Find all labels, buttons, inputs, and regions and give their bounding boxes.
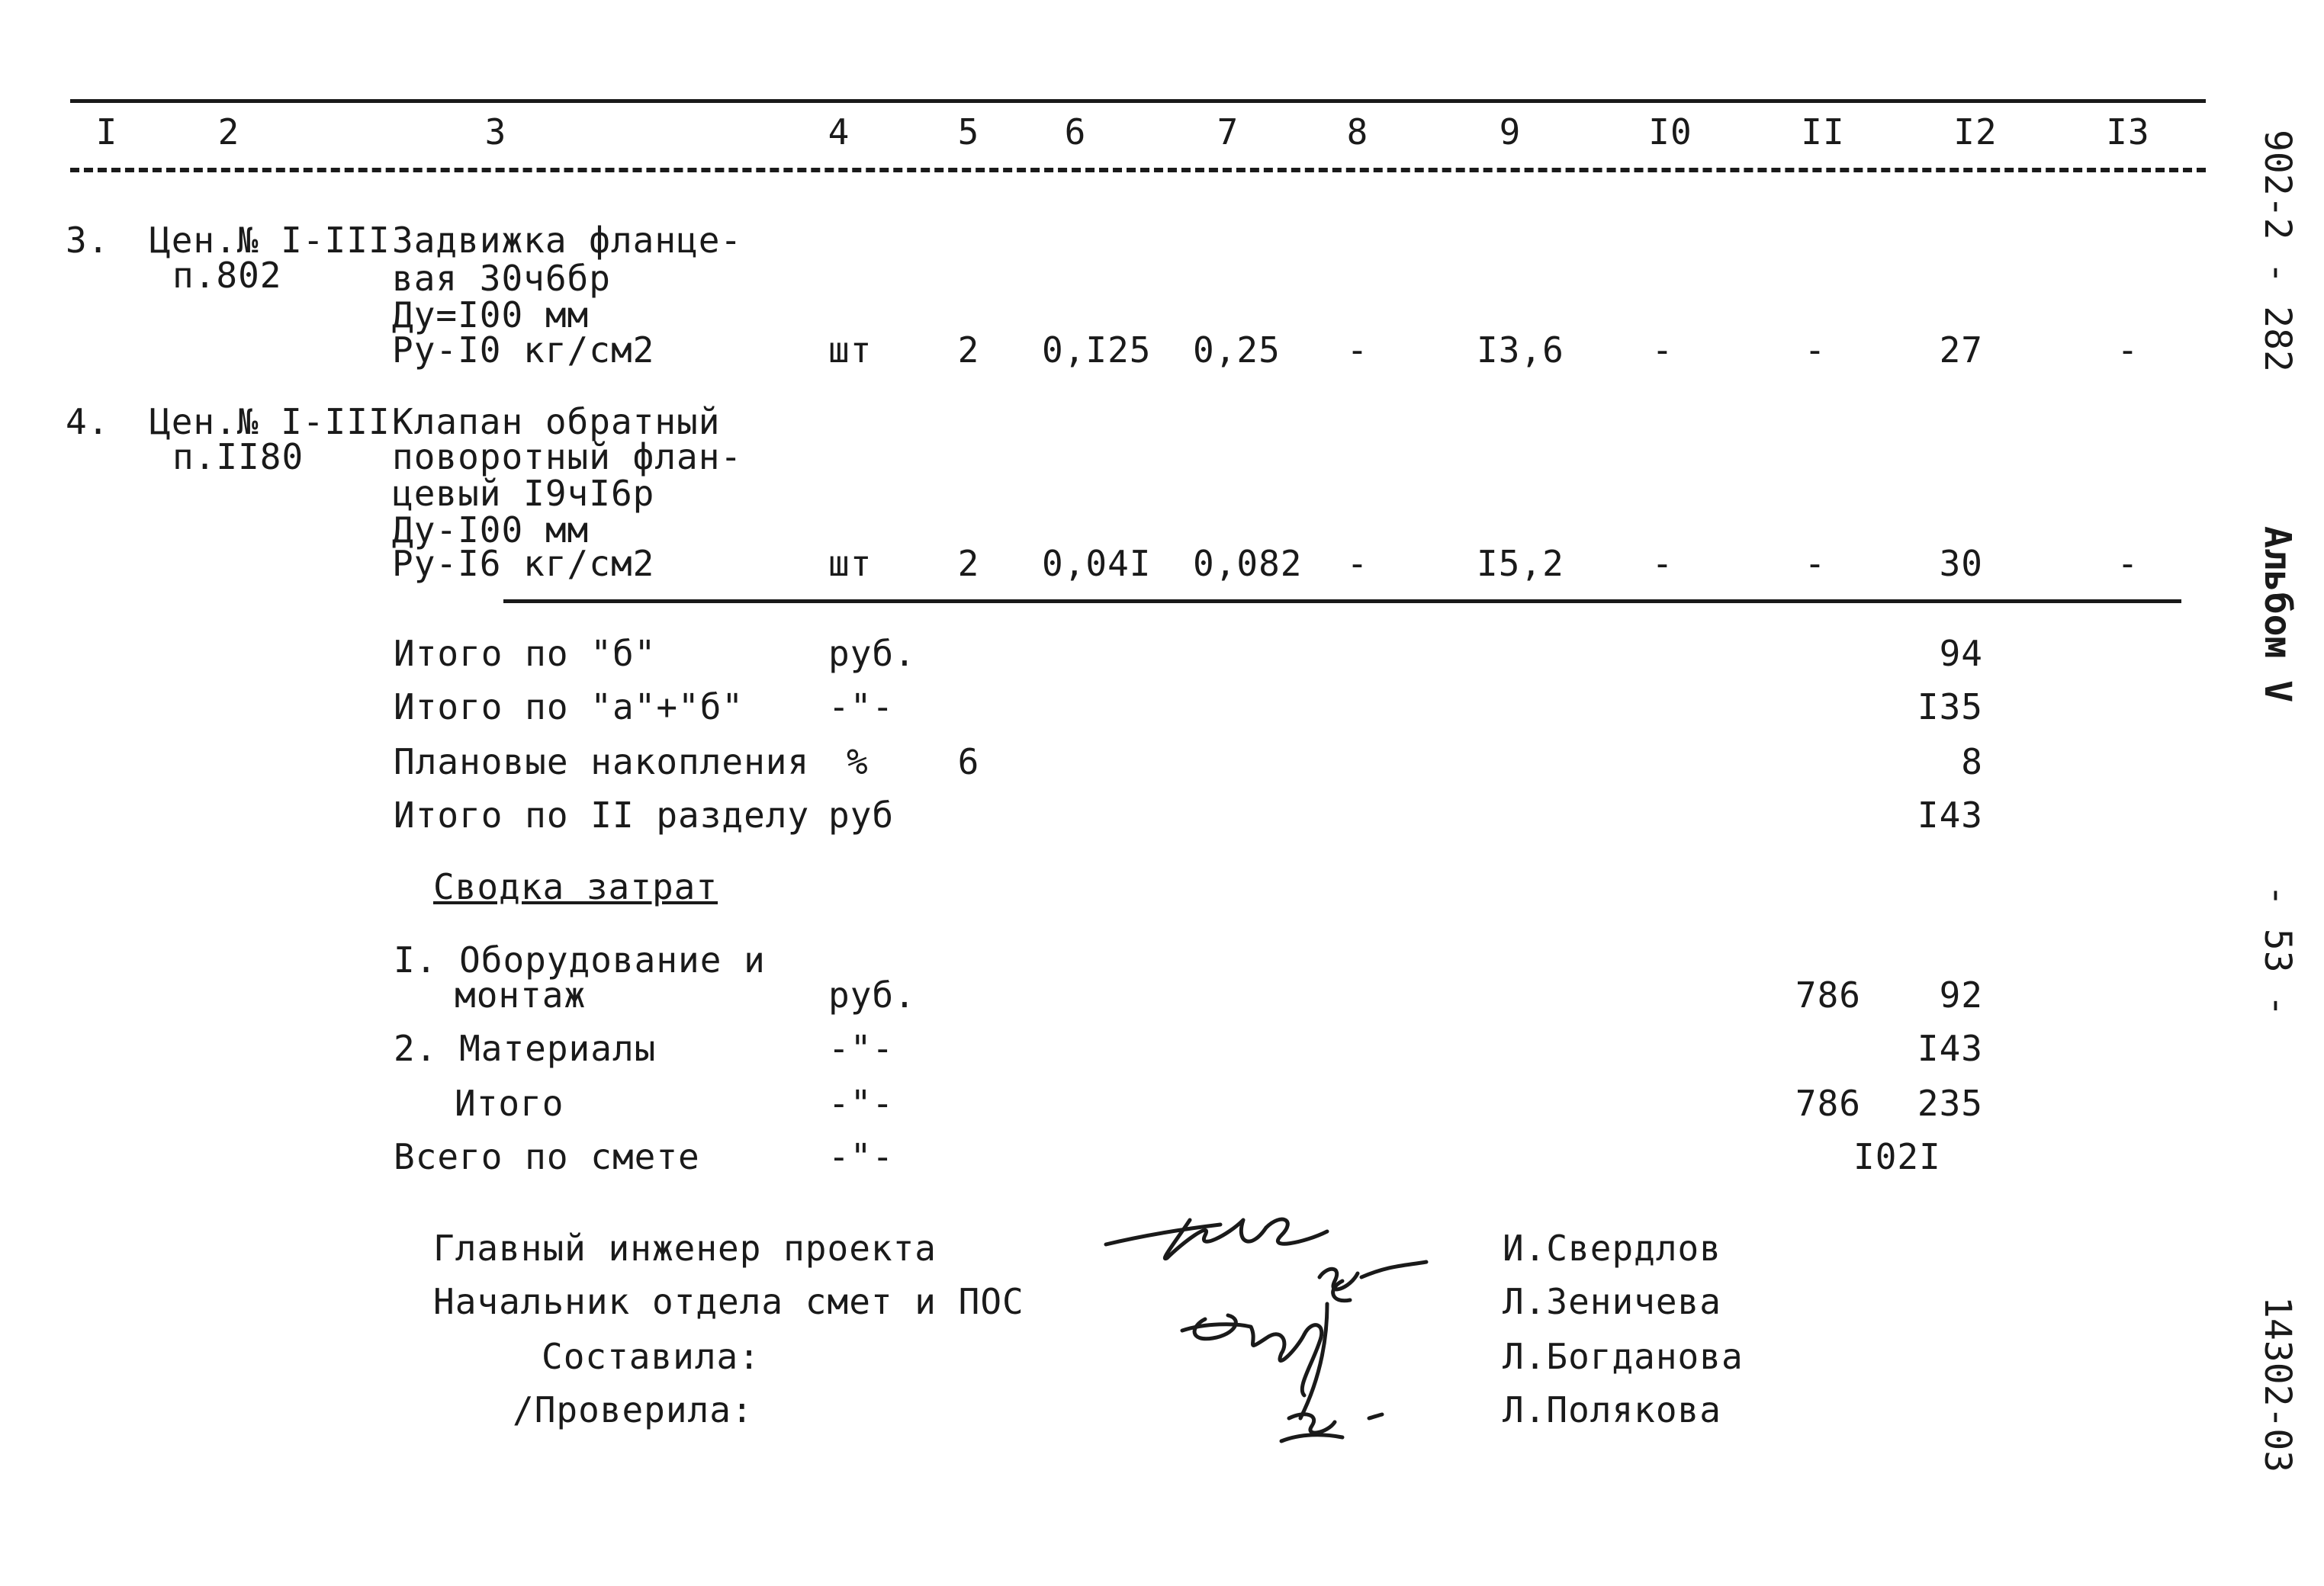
item-qty: 2 bbox=[957, 543, 980, 584]
side-page-number: - 53 - bbox=[2256, 884, 2299, 1017]
item-unit: шт bbox=[828, 543, 873, 584]
item-name-line1: Задвижка фланце- bbox=[392, 220, 743, 261]
item-col11: - bbox=[1804, 329, 1827, 371]
item-col13: - bbox=[2117, 329, 2139, 371]
item-name-line2: поворотный флан- bbox=[392, 436, 743, 477]
summary-row-unit: руб. bbox=[828, 974, 916, 1016]
signature-name: И.Свердлов bbox=[1503, 1228, 1721, 1269]
signature-role: Составила: bbox=[542, 1336, 760, 1377]
grand-total-label: Всего по смете bbox=[394, 1136, 700, 1177]
item-name-line4: Ду-I00 мм bbox=[392, 509, 590, 551]
item-ref-line1: Цен.№ I-III bbox=[149, 401, 391, 442]
total-unit: % bbox=[847, 741, 869, 782]
total-unit: руб. bbox=[828, 633, 916, 674]
item-col8: - bbox=[1346, 543, 1369, 584]
total-unit: -"- bbox=[828, 686, 895, 727]
item-name-line3: цевый I9чI6р bbox=[392, 473, 655, 514]
grand-total-unit: -"- bbox=[828, 1136, 895, 1177]
item-col7: 0,082 bbox=[1193, 543, 1303, 584]
header-dashed-rule bbox=[70, 168, 2206, 172]
item-ref-line2: п.II80 bbox=[172, 436, 304, 477]
item-number: 3. bbox=[66, 220, 110, 261]
summary-row-label: I. Оборудование и bbox=[394, 939, 766, 981]
item-col12: 27 bbox=[1939, 329, 1983, 371]
column-header-12: I2 bbox=[1953, 111, 1998, 152]
section-rule bbox=[503, 599, 2181, 603]
summary-row-col12: 235 bbox=[1917, 1083, 1983, 1124]
item-col9: I3,6 bbox=[1477, 329, 1564, 371]
top-rule bbox=[70, 99, 2206, 103]
item-col10: - bbox=[1651, 329, 1674, 371]
item-col6: 0,I25 bbox=[1042, 329, 1152, 371]
total-label: Итого по II разделу bbox=[394, 795, 810, 836]
summary-row-col12: 92 bbox=[1939, 974, 1983, 1016]
item-col11: - bbox=[1804, 543, 1827, 584]
item-qty: 2 bbox=[957, 329, 980, 371]
summary-row-label: 2. Материалы bbox=[394, 1028, 657, 1069]
summary-row-label: Итого bbox=[455, 1083, 564, 1124]
signature-name: Л.Богданова bbox=[1503, 1336, 1744, 1377]
grand-total-value: I02I bbox=[1853, 1136, 1941, 1177]
total-unit: руб bbox=[828, 795, 895, 836]
column-header-9: 9 bbox=[1499, 111, 1522, 152]
column-header-11: II bbox=[1801, 111, 1845, 152]
summary-row-col12: I43 bbox=[1917, 1028, 1983, 1069]
total-qty: 6 bbox=[957, 741, 980, 782]
item-col6: 0,04I bbox=[1042, 543, 1152, 584]
summary-title: Сводка затрат bbox=[433, 866, 718, 907]
total-label: Итого по "а"+"б" bbox=[394, 686, 744, 727]
column-header-2: 2 bbox=[217, 111, 240, 152]
item-name-line4: Ру-I0 кг/см2 bbox=[392, 329, 655, 371]
handwritten-signatures bbox=[1098, 1190, 1495, 1479]
summary-row-col11: 786 bbox=[1795, 1083, 1861, 1124]
summary-row-unit: -"- bbox=[828, 1028, 895, 1069]
total-value: 94 bbox=[1939, 633, 1983, 674]
item-col10: - bbox=[1651, 543, 1674, 584]
column-header-8: 8 bbox=[1346, 111, 1369, 152]
item-name-line5: Ру-I6 кг/см2 bbox=[392, 543, 655, 584]
signature-role: /Проверила: bbox=[513, 1389, 754, 1430]
total-label: Плановые накопления bbox=[394, 741, 810, 782]
item-col12: 30 bbox=[1939, 543, 1983, 584]
signature-role: Главный инженер проекта bbox=[433, 1228, 937, 1269]
item-ref-line2: п.802 bbox=[172, 255, 282, 296]
column-header-7: 7 bbox=[1217, 111, 1239, 152]
column-header-1: I bbox=[95, 111, 118, 152]
column-header-10: I0 bbox=[1648, 111, 1692, 152]
item-ref-line1: Цен.№ I-III bbox=[149, 220, 391, 261]
column-header-6: 6 bbox=[1064, 111, 1087, 152]
signature-role: Начальник отдела смет и ПОС bbox=[433, 1281, 1024, 1322]
item-col7: 0,25 bbox=[1193, 329, 1281, 371]
side-document-code: 902-2 - 282 bbox=[2256, 130, 2299, 372]
side-album: Альбом V bbox=[2256, 526, 2299, 703]
column-header-3: 3 bbox=[484, 111, 507, 152]
total-label: Итого по "б" bbox=[394, 633, 657, 674]
column-header-4: 4 bbox=[828, 111, 850, 152]
summary-row-label-cont: монтаж bbox=[455, 974, 587, 1016]
side-archive-number: 14302-03 bbox=[2256, 1296, 2299, 1473]
item-col8: - bbox=[1346, 329, 1369, 371]
item-number: 4. bbox=[66, 401, 110, 442]
signature-name: Л.Полякова bbox=[1503, 1389, 1721, 1430]
total-value: 8 bbox=[1961, 741, 1983, 782]
total-value: I35 bbox=[1917, 686, 1983, 727]
item-col13: - bbox=[2117, 543, 2139, 584]
item-unit: шт bbox=[828, 329, 873, 371]
summary-row-unit: -"- bbox=[828, 1083, 895, 1124]
signature-name: Л.Зеничева bbox=[1503, 1281, 1721, 1322]
summary-row-col11: 786 bbox=[1795, 974, 1861, 1016]
item-name-line3: Ду=I00 мм bbox=[392, 294, 590, 336]
total-value: I43 bbox=[1917, 795, 1983, 836]
column-header-13: I3 bbox=[2106, 111, 2150, 152]
item-name-line1: Клапан обратный bbox=[392, 401, 721, 442]
column-header-5: 5 bbox=[957, 111, 980, 152]
item-name-line2: вая 30ч6бр bbox=[392, 258, 611, 299]
item-col9: I5,2 bbox=[1477, 543, 1564, 584]
